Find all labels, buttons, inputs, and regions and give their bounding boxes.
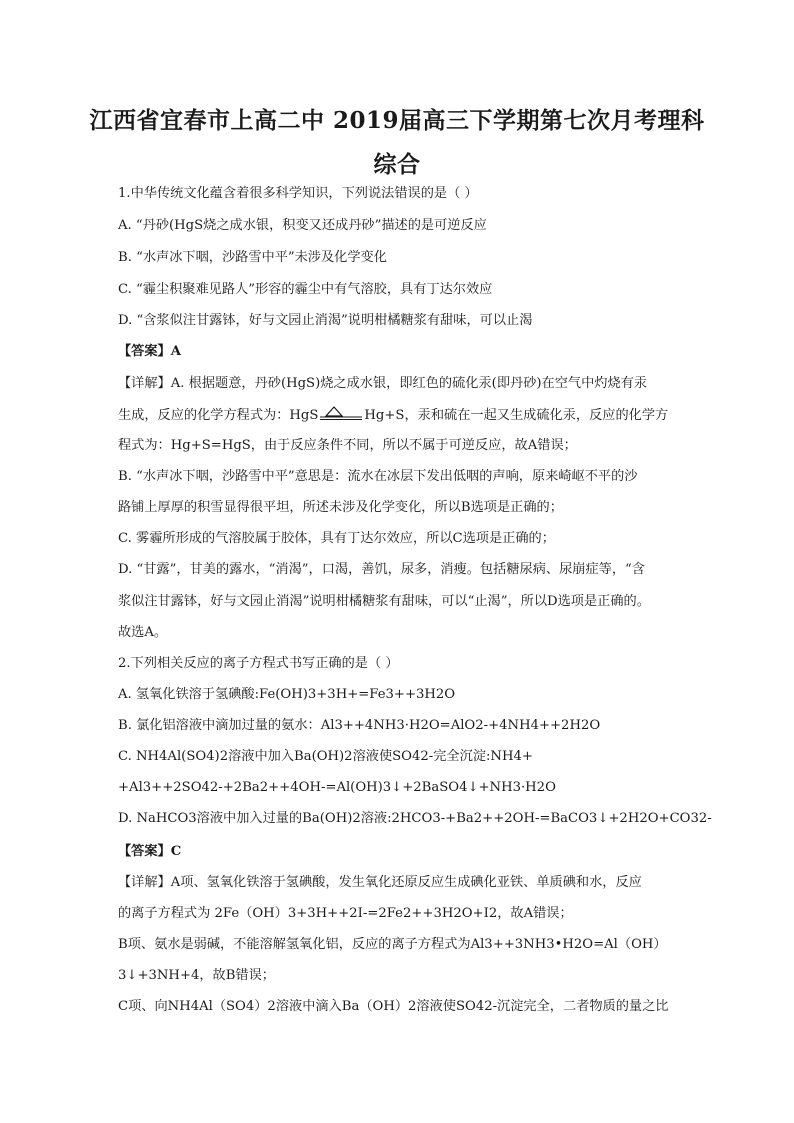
q1-detail-line: 生成，反应的化学方程式为：HgS Hg+S，汞和硫在一起又生成硫化汞，反应的化学方 — [118, 405, 678, 426]
heating-condition-icon — [320, 405, 362, 421]
q1-detail-line: 浆似注甘露钵，好与文园止消渴”说明柑橘糖浆有甜味，可以“止渴”，所以D选项是正确的。 — [118, 594, 650, 609]
q1-option-a: A. “丹砂(HgS烧之成水银，积变又还成丹砂”描述的是可逆反应 — [118, 218, 487, 233]
q1-detail-line: 故选A。 — [118, 625, 168, 640]
q1-answer: 【答案】A — [118, 344, 181, 359]
q2-stem: 2.下列相关反应的离子方程式书写正确的是（ ） — [118, 656, 399, 671]
q1-stem: 1.中华传统文化蕴含着很多科学知识，下列说法错误的是（ ） — [118, 186, 478, 201]
q1-option-d: D. “含浆似注甘露钵，好与文园止消渴”说明柑橘糖浆有甜味，可以止渴 — [118, 313, 533, 328]
q2-detail-line: B项、氨水是弱碱，不能溶解氢氧化铝，反应的离子方程式为Al3++3NH3•H2O=Al（OH） — [118, 937, 667, 952]
q2-detail-line: C项、向NH4Al（SO4）2溶液中滴入Ba（OH）2溶液使SO42-沉淀完全，二者物质的量之比 — [118, 999, 669, 1014]
q2-option-d: D. NaHCO3溶液中加入过量的Ba(OH)2溶液:2HCO3-+Ba2++2OH-=BaCO3↓+2H2O+CO32- — [118, 811, 712, 826]
q1-detail-line: 【详解】A. 根据题意，丹砂(HgS)烧之成水银，即红色的硫化汞(即丹砂)在空气中灼烧有汞 — [118, 376, 648, 391]
q2-detail-line: 的离子方程式为 2Fe（OH）3+3H++2I-=2Fe2++3H2O+I2，故A错误； — [118, 906, 573, 921]
document-title: 江西省宜春市上高二中 2019届高三下学期第七次月考理科 — [89, 107, 705, 134]
q1-option-b: B. “水声冰下咽，沙路雪中平”未涉及化学变化 — [118, 250, 387, 265]
q2-option-c-continued: +Al3++2SO42-+2Ba2++4OH-=Al(OH)3↓+2BaSO4↓+NH3·H2O — [118, 780, 556, 795]
q1-option-c: C. “霾尘积聚难见路人”形容的霾尘中有气溶胶，具有丁达尔效应 — [118, 282, 493, 297]
q2-detail-line: 3↓+3NH+4，故B错误； — [118, 968, 275, 983]
q1-detail-line: 路铺上厚厚的积雪显得很平坦，所述未涉及化学变化，所以B选项是正确的； — [118, 500, 563, 515]
q2-option-b: B. 氯化铝溶液中滴加过量的氨水：Al3++4NH3·H2O=AlO2-+4NH4++2H2O — [118, 718, 601, 733]
q1-detail-line: C. 雾霾所形成的气溶胶属于胶体，具有丁达尔效应，所以C选项是正确的； — [118, 531, 555, 546]
q1-detail-line: D. “甘露”，甘美的露水，“消渴”，口渴，善饥，尿多，消瘦。包括糖尿病、尿崩症等，“含 — [118, 562, 645, 577]
q2-option-c: C. NH4Al(SO4)2溶液中加入Ba(OH)2溶液使SO42-完全沉淀:NH4+ — [118, 749, 533, 764]
q2-answer: 【答案】C — [118, 844, 182, 859]
q2-option-a: A. 氢氧化铁溶于氢碘酸:Fe(OH)3+3H+=Fe3++3H2O — [118, 687, 456, 702]
q1-detail-line: B. “水声冰下咽，沙路雪中平”意思是：流水在冰层下发出低咽的声响，原来崎岖不平的沙 — [118, 469, 638, 484]
q2-detail-line: 【详解】A项、氢氧化铁溶于氢碘酸，发生氧化还原反应生成碘化亚铁、单质碘和水，反应 — [118, 875, 642, 890]
q1-detail-line: 程式为：Hg+S=HgS，由于反应条件不同，所以不属于可逆反应，故A错误； — [118, 438, 577, 453]
document-title-continued: 综合 — [373, 151, 421, 178]
